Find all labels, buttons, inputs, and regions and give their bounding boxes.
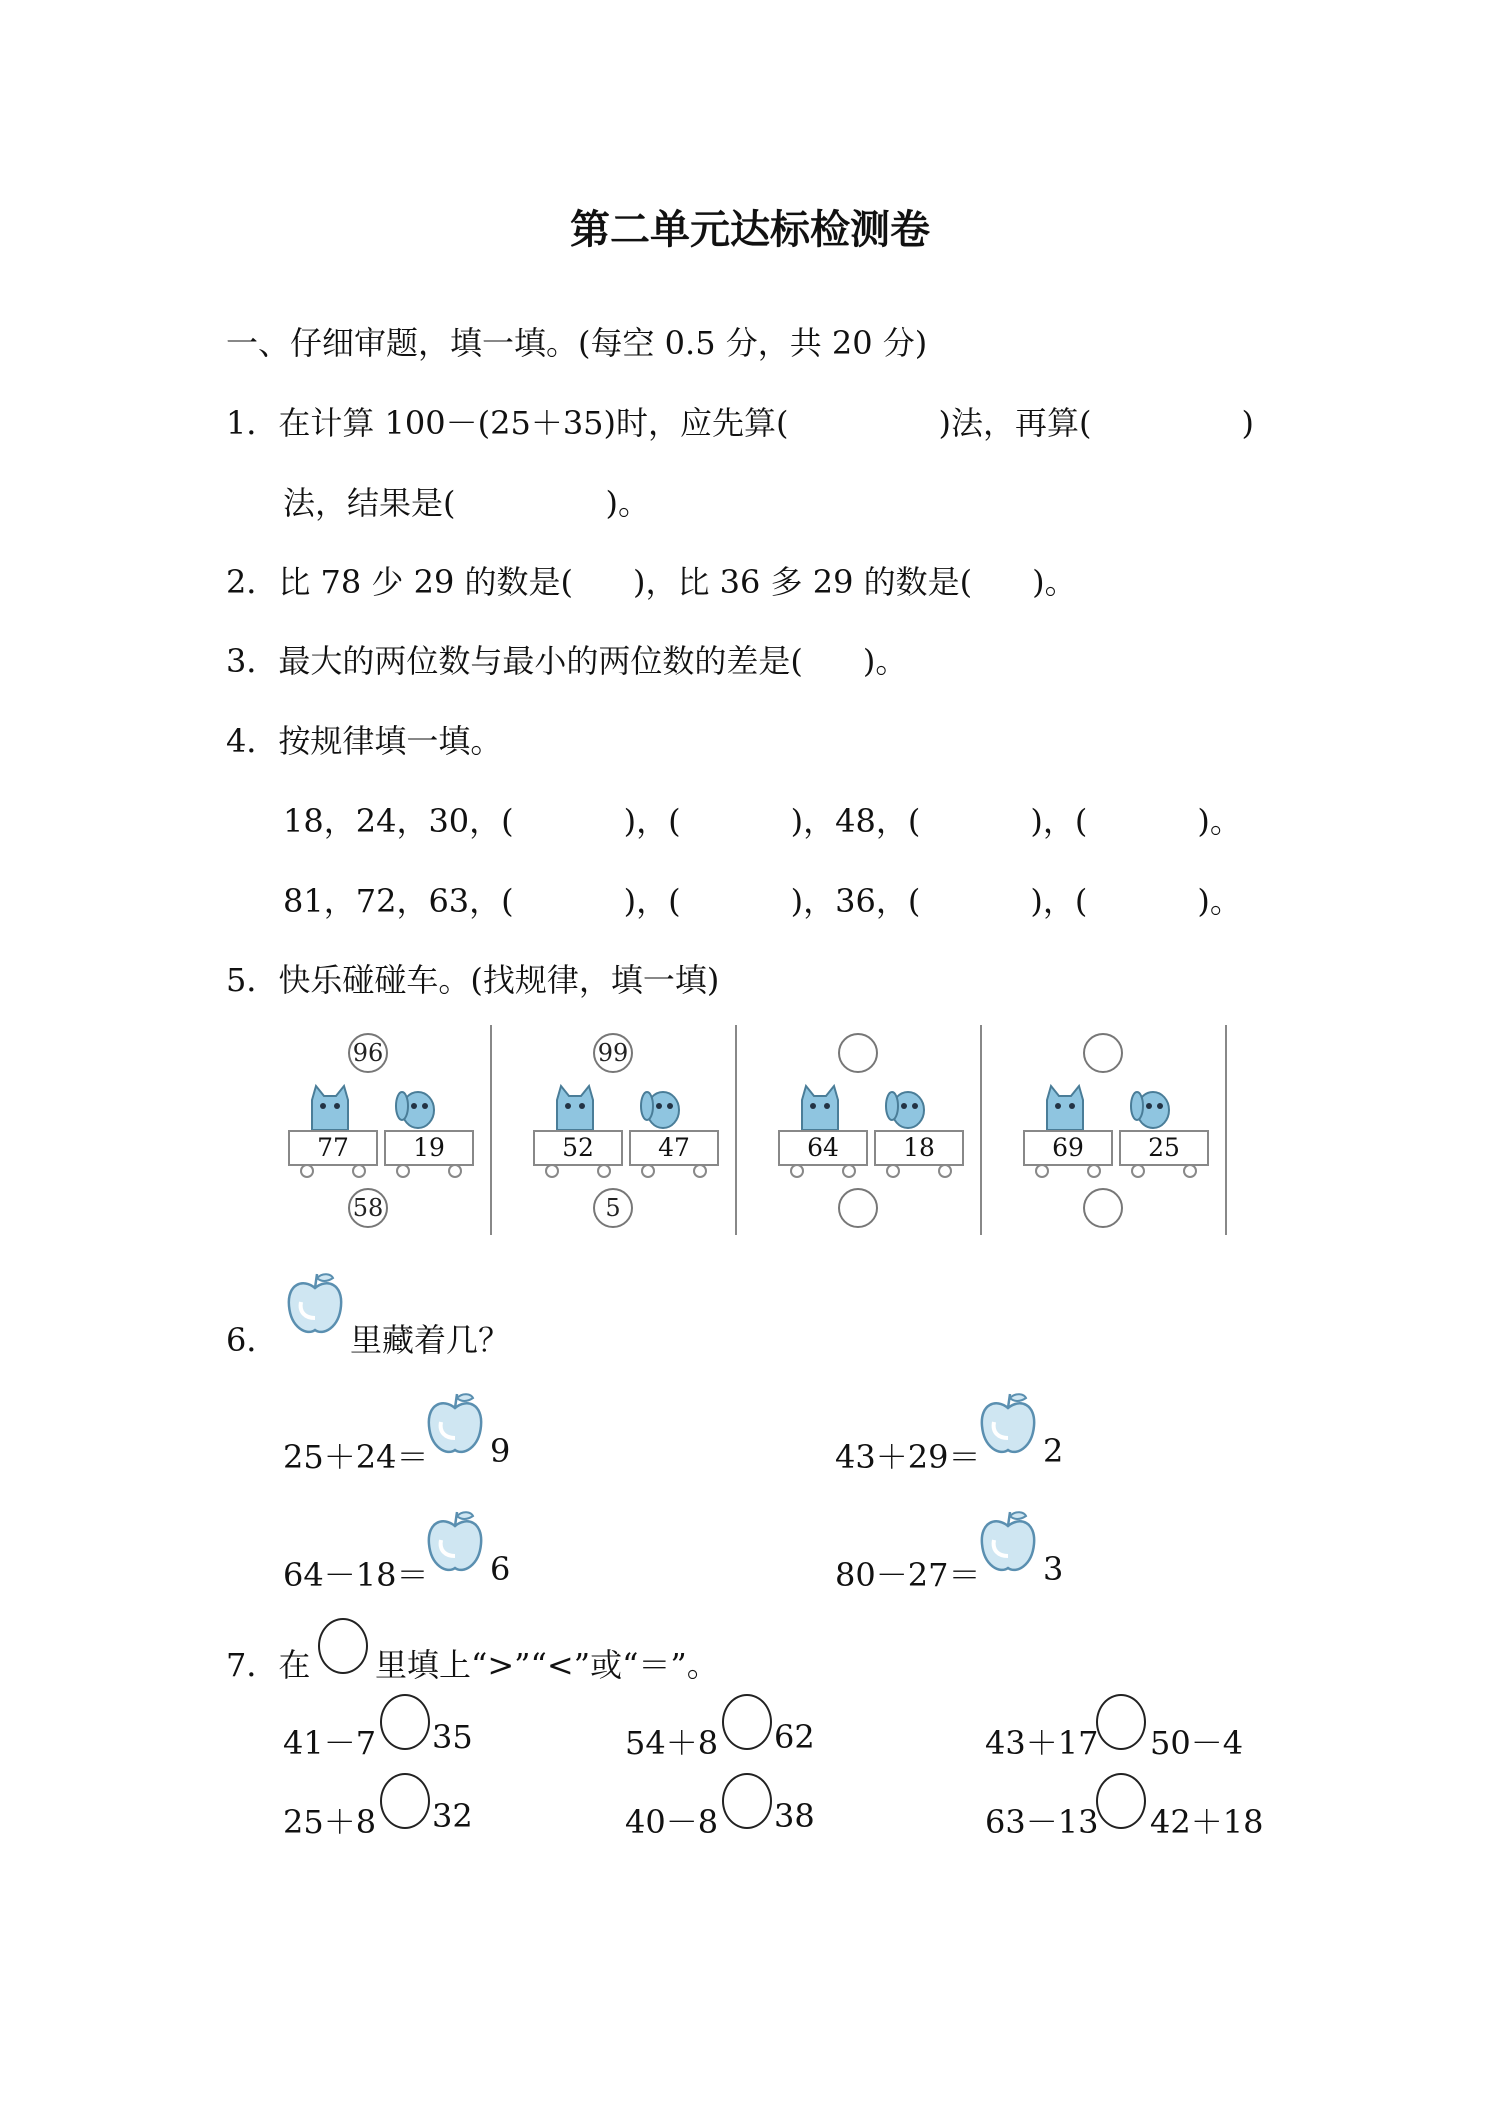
- top-circle-blank[interactable]: [1083, 1033, 1123, 1073]
- top-circle-blank[interactable]: [838, 1033, 878, 1073]
- compare-circle[interactable]: [380, 1773, 430, 1829]
- q3-text-a: 3．最大的两位数与最小的两位数的差是(: [226, 642, 803, 680]
- apple-blank-icon[interactable]: [425, 1390, 485, 1458]
- q1-text-b: )法，再算(: [938, 404, 1092, 442]
- q4-r2-seg-1: )，(: [623, 882, 681, 920]
- cart-left: 64: [778, 1130, 868, 1166]
- q6-expr-3: 64－18＝: [283, 1556, 429, 1594]
- q7-left-4: 25＋8: [283, 1803, 377, 1841]
- q2-text-a: 2．比 78 少 29 的数是(: [226, 563, 573, 601]
- cart-right: 18: [874, 1130, 964, 1166]
- circle-icon: [318, 1618, 368, 1674]
- cart-left: 77: [288, 1130, 378, 1166]
- bottom-circle: 58: [348, 1188, 388, 1228]
- compare-circle[interactable]: [722, 1773, 772, 1829]
- q6-suffix-1: 9: [490, 1432, 511, 1470]
- question-4-label: 4．按规律填一填。: [226, 722, 503, 760]
- question-1-line-2: [283, 478, 650, 524]
- bumper-panel: [770, 1025, 1000, 1235]
- top-circle: 99: [593, 1033, 633, 1073]
- wheel: [1183, 1164, 1197, 1178]
- q6-suffix-2: 2: [1043, 1432, 1064, 1470]
- q6-number: 6．: [226, 1321, 279, 1359]
- dog-icon: [878, 1080, 934, 1136]
- wheel: [886, 1164, 900, 1178]
- question-1-line-1: [226, 398, 1254, 444]
- q7-left-2: 54＋8: [625, 1724, 719, 1762]
- q7-label-b: 里填上“>”“<”或“＝”。: [375, 1646, 719, 1684]
- wheel: [1087, 1164, 1101, 1178]
- apple-blank-icon[interactable]: [425, 1508, 485, 1576]
- cart-left: 52: [533, 1130, 623, 1166]
- cat-icon: [1037, 1080, 1093, 1136]
- q6-suffix-4: 3: [1043, 1550, 1064, 1588]
- q4-r1-seg-0: 18，24，30，(: [283, 802, 514, 840]
- section-heading: 一、仔细审题，填一填。(每空 0.5 分，共 20 分): [226, 324, 928, 362]
- question-4-row-2: [283, 876, 1242, 922]
- q7-right-2: 62: [774, 1718, 815, 1756]
- bottom-circle: 5: [593, 1188, 633, 1228]
- q7-right-6: 42＋18: [1150, 1803, 1264, 1841]
- q7-left-1: 41－7: [283, 1724, 377, 1762]
- q7-right-1: 35: [432, 1718, 473, 1756]
- wheel: [1131, 1164, 1145, 1178]
- cart-right: 47: [629, 1130, 719, 1166]
- wheel: [300, 1164, 314, 1178]
- apple-blank-icon[interactable]: [978, 1508, 1038, 1576]
- q7-right-3: 50－4: [1150, 1724, 1244, 1762]
- top-circle: 96: [348, 1033, 388, 1073]
- compare-circle[interactable]: [1096, 1694, 1146, 1750]
- wheel: [352, 1164, 366, 1178]
- apple-blank-icon[interactable]: [978, 1390, 1038, 1458]
- compare-circle[interactable]: [722, 1694, 772, 1750]
- q6-expr-4: 80－27＝: [835, 1556, 981, 1594]
- cat-icon: [792, 1080, 848, 1136]
- q1-text-c: ): [1241, 404, 1254, 442]
- question-2: [226, 557, 1077, 603]
- q4-r2-seg-0: 81，72，63，(: [283, 882, 514, 920]
- wheel: [842, 1164, 856, 1178]
- bottom-circle-blank[interactable]: [838, 1188, 878, 1228]
- q7-right-4: 32: [432, 1797, 473, 1835]
- q6-expr-1: 25＋24＝: [283, 1438, 429, 1476]
- cat-icon: [547, 1080, 603, 1136]
- q4-r2-seg-4: )。: [1197, 882, 1242, 920]
- q2-text-c: )。: [1032, 563, 1077, 601]
- bumper-car-figure: [280, 1025, 1240, 1235]
- cart-left: 69: [1023, 1130, 1113, 1166]
- question-5-label: 5．快乐碰碰车。(找规律，填一填): [226, 961, 720, 999]
- wheel: [545, 1164, 559, 1178]
- q4-r1-seg-4: )。: [1197, 802, 1242, 840]
- q7-left-5: 40－8: [625, 1803, 719, 1841]
- wheel: [693, 1164, 707, 1178]
- q6-expr-2: 43＋29＝: [835, 1438, 981, 1476]
- cat-icon: [302, 1080, 358, 1136]
- q3-text-b: )。: [862, 642, 908, 680]
- cart-right: 25: [1119, 1130, 1209, 1166]
- cart-right: 19: [384, 1130, 474, 1166]
- wheel: [1035, 1164, 1049, 1178]
- bottom-circle-blank[interactable]: [1083, 1188, 1123, 1228]
- q4-r1-seg-1: )，(: [623, 802, 681, 840]
- dog-icon: [633, 1080, 689, 1136]
- wheel: [641, 1164, 655, 1178]
- q1-text-a: 1．在计算 100－(25＋35)时，应先算(: [226, 404, 789, 442]
- bumper-panel: [1015, 1025, 1245, 1235]
- q7-right-5: 38: [774, 1797, 815, 1835]
- q7-label-a: 7．在: [226, 1646, 311, 1684]
- apple-icon: [285, 1270, 345, 1338]
- q7-left-6: 63－13: [985, 1803, 1099, 1841]
- wheel: [396, 1164, 410, 1178]
- compare-circle[interactable]: [1096, 1773, 1146, 1829]
- dog-icon: [388, 1080, 444, 1136]
- q6-suffix-3: 6: [490, 1550, 511, 1588]
- wheel: [597, 1164, 611, 1178]
- q4-r2-seg-3: )，(: [1030, 882, 1088, 920]
- q4-r1-seg-2: )，48，(: [790, 802, 921, 840]
- bumper-panel: [280, 1025, 510, 1235]
- wheel: [938, 1164, 952, 1178]
- page-title: 第二单元达标检测卷: [570, 207, 930, 253]
- q1-text-e: )。: [605, 484, 650, 522]
- wheel: [448, 1164, 462, 1178]
- q1-text-d: 法，结果是(: [283, 484, 456, 522]
- question-4-row-1: [283, 796, 1242, 842]
- q4-r2-seg-2: )，36，(: [790, 882, 921, 920]
- dog-icon: [1123, 1080, 1179, 1136]
- wheel: [790, 1164, 804, 1178]
- bumper-panel: [525, 1025, 755, 1235]
- q4-r1-seg-3: )，(: [1030, 802, 1088, 840]
- question-3: [226, 636, 907, 682]
- compare-circle[interactable]: [380, 1694, 430, 1750]
- q6-text: 里藏着几？: [350, 1321, 511, 1359]
- q2-text-b: )，比 36 多 29 的数是(: [632, 563, 973, 601]
- q7-left-3: 43＋17: [985, 1724, 1099, 1762]
